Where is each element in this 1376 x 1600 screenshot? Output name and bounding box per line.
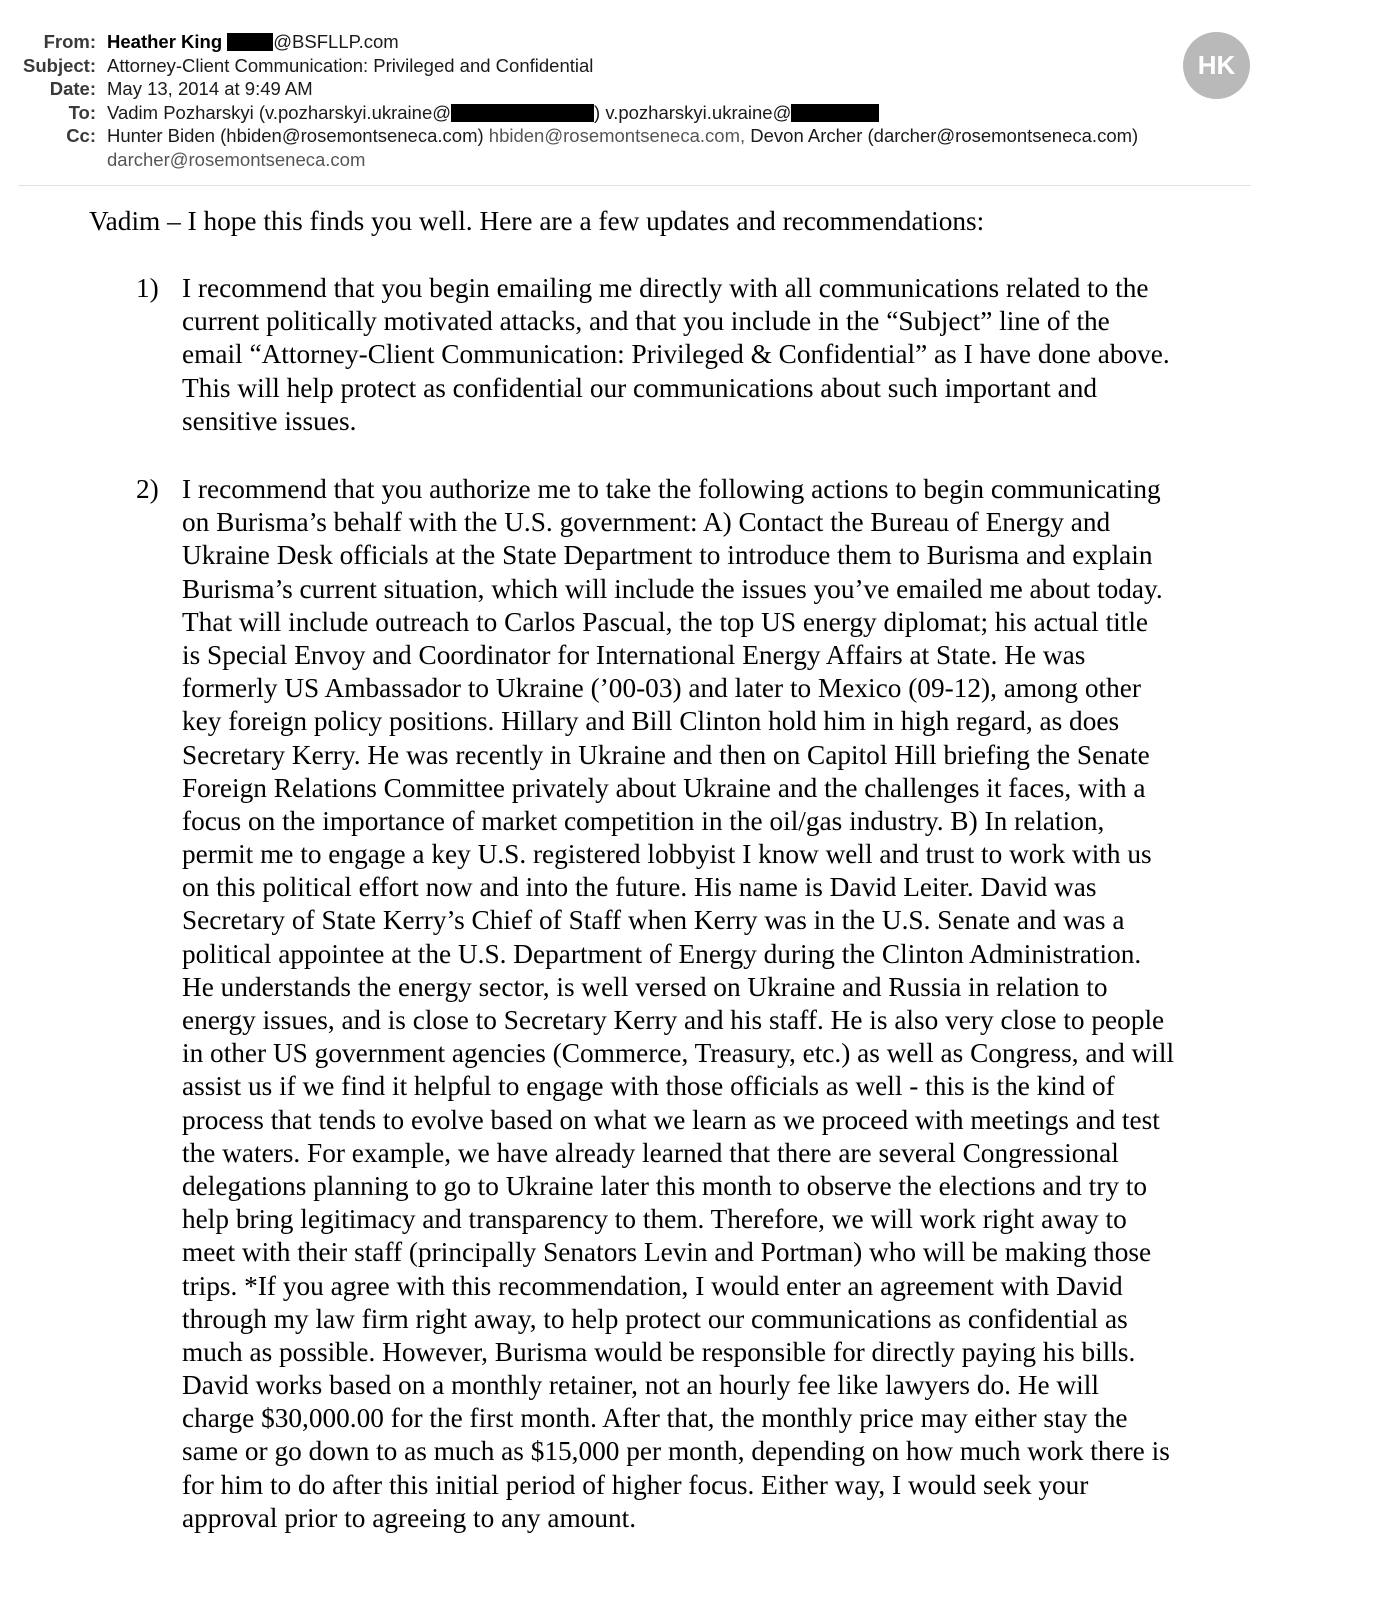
- redaction-bar: [227, 33, 273, 51]
- paragraph-line: process that tends to evolve based on what we learn as we proceed with meetings and test: [182, 1104, 1160, 1135]
- paragraph-line: He understands the energy sector, is well versed on Ukraine and Russia in relation to: [182, 971, 1108, 1002]
- from-label: From:: [43, 31, 96, 52]
- cc-row-continued: [0, 148, 1270, 172]
- to-recipient-start: Vadim Pozharskyi (v.pozharskyi.ukraine@: [107, 101, 452, 123]
- paragraph-line: charge $30,000.00 for the first month. After that, the monthly price may either stay the: [182, 1403, 1128, 1434]
- paragraph-line: current politically motivated attacks, and that you include in the “Subject” line of the: [182, 306, 1110, 337]
- paragraph-line: Secretary Kerry. He was recently in Ukraine and then on Capitol Hill briefing the Senate: [182, 739, 1150, 770]
- paragraph-line: much as possible. However, Burisma would be responsible for directly paying his bills.: [182, 1336, 1136, 1367]
- cc-label: Cc:: [66, 125, 96, 146]
- paragraph-line: focus on the importance of market competition in the oil/gas industry. B) In relation,: [182, 805, 1105, 836]
- sender-domain: @BSFLLP.com: [273, 31, 399, 52]
- paragraph-line: Foreign Relations Committee privately about Ukraine and the challenges it faces, with a: [182, 772, 1146, 803]
- date-row: [0, 77, 1270, 101]
- subject-label: Subject:: [23, 54, 96, 76]
- paragraph-line: delegations planning to go to Ukraine later this month to observe the elections and try to: [182, 1170, 1148, 1201]
- paragraph-line: Burisma’s current situation, which will include the issues you’ve emailed me about today.: [182, 573, 1163, 604]
- date-label: Date:: [49, 78, 96, 99]
- paragraph-line: Secretary of State Kerry’s Chief of Staff when Kerry was in the U.S. Senate and was a: [182, 905, 1125, 936]
- list-number: 2): [136, 474, 159, 504]
- paragraph-line: help bring legitimacy and transparency to them. Therefore, we will work right away to: [182, 1204, 1127, 1235]
- header-divider: [18, 185, 1251, 186]
- paragraph-line: permit me to engage a key U.S. registered lobbyist I know well and trust to work with us: [182, 839, 1152, 870]
- paragraph-line: energy issues, and is close to Secretary Kerry and his staff. He is also very close to people: [182, 1005, 1165, 1035]
- paragraph-line: meet with their staff (principally Senators Levin and Portman) who will be making those: [182, 1237, 1152, 1268]
- sender-avatar: HK: [1183, 32, 1250, 99]
- sender-name[interactable]: Heather King: [107, 31, 223, 52]
- paragraph-line: for him to do after this initial period of higher focus. Either way, I would seek your: [182, 1469, 1089, 1500]
- paragraph-line: That will include outreach to Carlos Pascual, the top US energy diplomat; his actual title: [182, 606, 1149, 637]
- list-number: 1): [136, 273, 159, 303]
- paragraph-line: in other US government agencies (Commerce, Treasury, etc.) as well as Congress, and will: [182, 1038, 1175, 1069]
- paragraph-line: assist us if we find it helpful to engage with those officials as well - this is the kind of: [182, 1071, 1115, 1102]
- cc-address-hunter: hbiden@rosemontseneca.com,: [488, 125, 746, 146]
- paragraph-line: I recommend that you authorize me to take the following actions to begin communicating: [182, 474, 1161, 504]
- list-item-2: [182, 473, 1174, 1535]
- paragraph-line: David works based on a monthly retainer, not an hourly fee like lawyers do. He will: [182, 1370, 1099, 1401]
- paragraph-line: is Special Envoy and Coordinator for International Energy Affairs at State. He was: [182, 639, 1086, 670]
- paragraph-line: I recommend that you begin emailing me directly with all communications related to the: [182, 273, 1149, 303]
- paragraph-line: through my law firm right away, to help protect our communications as confidential as: [182, 1303, 1128, 1334]
- paragraph-line: This will help protect as confidential our communications about such important and: [182, 372, 1097, 403]
- redaction-bar: [791, 104, 879, 122]
- paragraph-line: on Burisma’s behalf with the U.S. government: A) Contact the Bureau of Energy and: [182, 507, 1111, 538]
- paragraph-line: key foreign policy positions. Hillary and Bill Clinton hold him in high regard, as does: [182, 706, 1120, 737]
- paragraph-line: same or go down to as much as $15,000 per month, depending on how much work there is: [182, 1436, 1170, 1467]
- paragraph-line: the waters. For example, we have already learned that there are several Congressional: [182, 1137, 1119, 1168]
- to-recipient-end: ) v.pozharskyi.ukraine@: [594, 101, 792, 123]
- to-row: [0, 101, 1270, 125]
- paragraph-line: email “Attorney-Client Communication: Privileged & Confidential” as I have done above.: [182, 339, 1170, 370]
- list-item-1: [182, 272, 1170, 438]
- date-value: May 13, 2014 at 9:49 AM: [107, 78, 313, 99]
- from-value: [107, 30, 399, 54]
- email-header: [0, 30, 1270, 171]
- subject-value: Attorney-Client Communication: Privileged and Confidential: [107, 54, 594, 76]
- paragraph-line: political appointee at the U.S. Department of Energy during the Clinton Administration.: [182, 938, 1142, 969]
- paragraph-line: sensitive issues.: [182, 405, 357, 436]
- paragraph-line: Ukraine Desk officials at the State Department to introduce them to Burisma and explain: [182, 540, 1153, 571]
- cc-row: [0, 124, 1270, 148]
- cc-recipient-devon[interactable]: Devon Archer (darcher@rosemontseneca.com): [750, 125, 1139, 146]
- from-row: [0, 30, 1270, 54]
- redaction-bar: [451, 104, 594, 122]
- cc-address-devon: darcher@rosemontseneca.com: [107, 148, 366, 170]
- paragraph-line: on this political effort now and into the future. His name is David Leiter. David was: [182, 872, 1097, 903]
- to-label: To:: [68, 101, 96, 123]
- paragraph-line: trips. *If you agree with this recommendation, I would enter an agreement with David: [182, 1270, 1123, 1301]
- to-value[interactable]: [107, 101, 879, 125]
- cc-recipient-hunter[interactable]: Hunter Biden (hbiden@rosemontseneca.com): [107, 125, 484, 146]
- greeting-line: Vadim – I hope this finds you well. Here are a few updates and recommendations:: [89, 206, 985, 236]
- paragraph-line: formerly US Ambassador to Ukraine (’00-03) and later to Mexico (09-12), among other: [182, 673, 1141, 704]
- subject-row: [0, 54, 1270, 78]
- cc-value[interactable]: [107, 124, 1138, 148]
- paragraph-line: approval prior to agreeing to any amount.: [182, 1502, 637, 1533]
